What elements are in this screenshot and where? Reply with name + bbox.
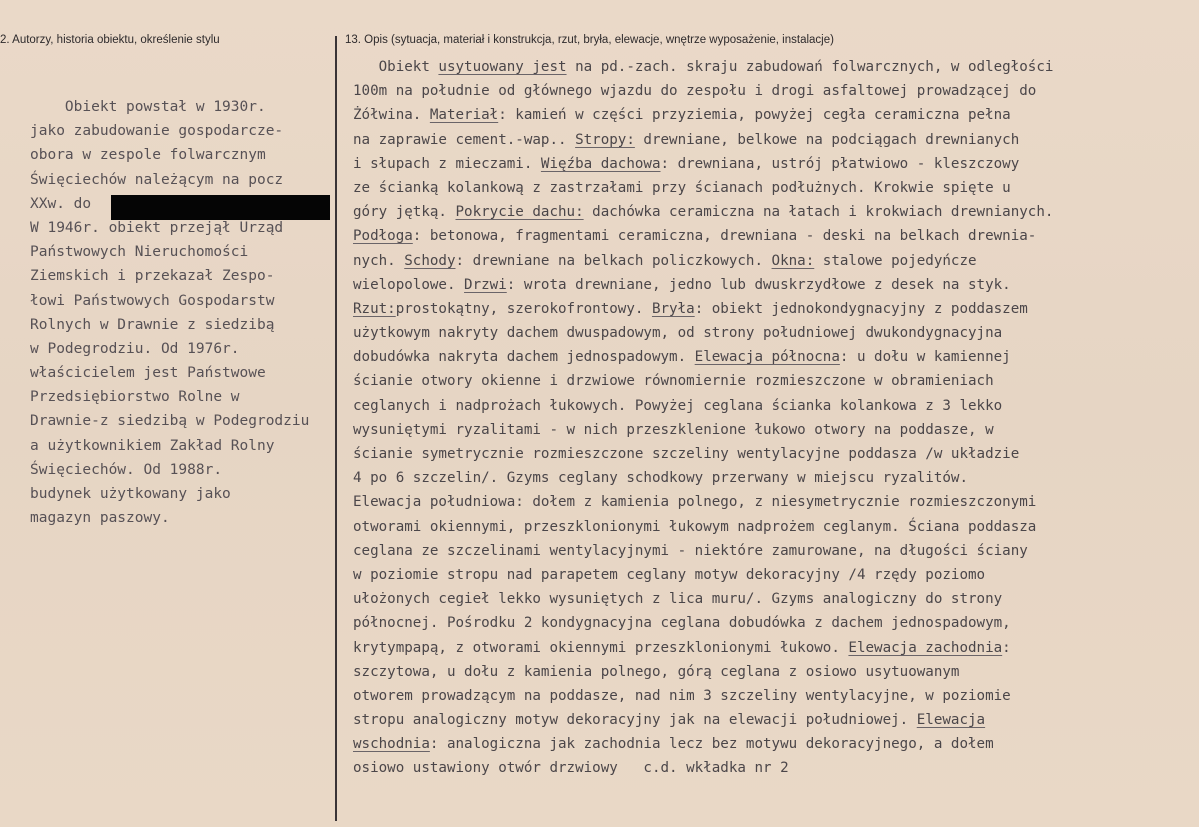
description-segment: i słupach z mieczami.	[353, 155, 541, 172]
description-segment: stropu analogiczny motyw dekoracyjny jak na elewacji południowej.	[353, 712, 917, 729]
history-line: Drawnie-z siedzibą w Podegrodziu	[30, 413, 310, 430]
description-line	[353, 442, 1193, 466]
description-line	[353, 369, 1193, 393]
description-line	[353, 79, 1193, 103]
description-line	[353, 55, 1193, 79]
description-segment: 100m na południe od głównego wjazdu do zespołu i drogi asfaltowej prowadzącej do	[353, 83, 1037, 100]
history-line: Święciechów należącym na pocz	[30, 171, 284, 188]
description-line	[353, 297, 1193, 321]
column-divider	[335, 36, 337, 821]
description-keyword: Schody	[404, 252, 456, 269]
description-segment: użytkowym nakryty dachem dwuspadowym, od strony południowej dwukondygnacyjna	[353, 325, 1003, 342]
description-segment: na pd.-zach. skraju zabudowań folwarcznych, w odległości	[566, 59, 1054, 75]
history-line: obora w zespole folwarcznym	[30, 147, 266, 164]
description-line	[353, 490, 1193, 514]
description-segment: ułożonych cegieł lekko wysuniętych z lica muru/. Gzyms analogiczny do strony	[353, 591, 1003, 608]
description-segment: nych.	[353, 252, 405, 269]
description-segment: : kamień w części przyziemia, powyżej cegła ceramiczna pełna	[498, 107, 1011, 124]
description-line	[353, 224, 1193, 248]
description-line	[353, 466, 1193, 490]
description-line	[353, 660, 1193, 684]
description-keyword: Więźba dachowa	[540, 155, 661, 172]
description-segment: szczytowa, u dołu z kamienia polnego, górą ceglana z osiowo usytuowanym	[353, 663, 960, 680]
description-segment: góry jętką.	[353, 204, 456, 221]
description-segment: dobudówka nakryta dachem jednospadowym.	[353, 349, 695, 366]
description-line	[353, 103, 1193, 127]
history-line: łowi Państwowych Gospodarstw	[30, 292, 275, 309]
description-segment: ścianie symetrycznie rozmieszczone szczeliny wentylacyjne poddasza /w układzie	[353, 446, 1020, 462]
history-line: właścicielem jest Państwowe	[30, 365, 266, 382]
description-segment: na zaprawie cement.-wap..	[353, 131, 576, 148]
description-segment: wielopolowe.	[353, 276, 465, 293]
redaction-bar	[111, 195, 330, 220]
description-segment: : wrota drewniane, jedno lub dwuskrzydłowe z desek na styk.	[506, 276, 1011, 293]
description-keyword: Pokrycie dachu:	[455, 204, 584, 221]
description-line	[353, 563, 1193, 587]
description-line	[353, 418, 1193, 442]
description-segment: w poziomie stropu nad parapetem ceglany motyw dekoracyjny /4 rzędy poziomo	[353, 566, 986, 583]
description-line	[353, 611, 1193, 635]
description-line	[353, 708, 1193, 732]
description-segment: Żółwina.	[353, 107, 430, 124]
history-line: Ziemskich i przekazał Zespo-	[30, 268, 275, 285]
description-line	[353, 587, 1193, 611]
description-line	[353, 394, 1193, 418]
description-line	[353, 732, 1193, 756]
description-line	[353, 200, 1193, 224]
description-keyword: usytuowany jest	[438, 59, 567, 75]
history-line: w Podegrodziu. Od 1976r.	[30, 340, 240, 357]
history-line: a użytkownikiem Zakład Rolny	[30, 437, 275, 454]
history-line: budynek użytkowany jako	[30, 486, 231, 502]
description-segment: ścianie otwory okienne i drzwiowe równomiernie rozmieszczone w obramieniach	[353, 373, 994, 390]
description-segment: północnej. Pośrodku 2 kondygnacyjna ceglana dobudówka z dachem jednospadowym,	[353, 615, 1011, 632]
description-segment: :	[1002, 639, 1011, 656]
description-text	[353, 55, 1193, 781]
description-line	[353, 515, 1193, 539]
description-segment: ceglanych i nadprożach łukowych. Powyżej ceglana ścianka kolankowa z 3 lekko	[353, 397, 1003, 414]
description-segment: : obiekt jednokondygnacyjny z poddaszem	[694, 300, 1028, 317]
description-keyword: wschodnia	[353, 736, 430, 753]
description-segment: krytympapą, z otworami okiennymi przeszklonionymi łukowo.	[353, 639, 849, 656]
history-line: jako zabudowanie gospodarcze-	[30, 123, 284, 140]
history-line: Obiekt powstał w 1930r.	[30, 99, 266, 115]
section-heading-authors-history: 2. Autorzy, historia obiektu, określenie stylu	[0, 34, 220, 46]
description-segment: : u dołu w kamiennej	[839, 349, 1011, 366]
description-segment: dachówka ceramiczna na łatach i krokwiach drewnianych.	[583, 204, 1054, 221]
description-keyword: Stropy:	[575, 131, 635, 148]
description-line	[353, 636, 1193, 660]
description-segment: ceglana ze szczelinami wentylacyjnymi - niektóre zamurowane, na długości ściany	[353, 542, 1028, 559]
description-keyword: Elewacja zachodnia	[848, 639, 1003, 656]
description-segment: stalowe pojedyńcze	[814, 252, 977, 269]
description-segment: : drewniana, ustrój płatwiowo - kleszczowy	[660, 155, 1020, 172]
description-line	[353, 128, 1193, 152]
description-keyword: Elewacja	[916, 712, 986, 729]
description-segment: prostokątny, szerokofrontowy.	[395, 300, 652, 317]
description-segment: : drewniane na belkach policzkowych.	[455, 252, 772, 269]
description-keyword: Rzut:	[353, 300, 396, 317]
description-keyword: Okna:	[771, 252, 815, 269]
description-segment: ze ścianką kolankową z zastrzałami przy ścianach podłużnych. Krokwie spięte u	[353, 179, 1011, 196]
description-line	[353, 345, 1193, 369]
description-segment: 4 po 6 szczelin/. Gzyms ceglany schodkowy przerwany w miejscu ryzalitów.	[353, 470, 968, 487]
description-line	[353, 321, 1193, 345]
description-segment: drewniane, belkowe na podciągach drewnianych	[634, 131, 1020, 148]
history-line: W 1946r. obiekt przejął Urząd	[30, 219, 284, 236]
description-keyword: Drzwi	[464, 276, 507, 293]
description-segment: : betonowa, fragmentami ceramiczna, drewniana - deski na belkach drewnia-	[412, 228, 1037, 245]
description-keyword: Elewacja północna	[694, 349, 840, 366]
description-segment: Elewacja południowa: dołem z kamienia polnego, z niesymetrycznie rozmieszczonymi	[353, 494, 1037, 511]
description-line	[353, 684, 1193, 708]
description-segment: osiowo ustawiony otwór drzwiowy c.d. wkładka nr 2	[353, 760, 789, 777]
description-line	[353, 539, 1193, 563]
description-segment: wysuniętymi ryzalitami - w nich przeszklenione łukowo otwory na poddasze, w	[353, 421, 994, 438]
description-keyword: Materiał	[429, 107, 499, 124]
history-text	[30, 95, 335, 530]
description-keyword: Bryła	[651, 300, 695, 317]
description-line	[353, 152, 1193, 176]
description-keyword: Podłoga	[353, 228, 413, 245]
description-segment: otworem prowadzącym na poddasze, nad nim 3 szczeliny wentylacyjne, w poziomie	[353, 687, 1011, 704]
history-line: XXw. do	[30, 195, 92, 212]
history-line: Rolnych w Drawnie z siedzibą	[30, 316, 275, 333]
history-line: Święciechów. Od 1988r.	[30, 461, 223, 478]
description-line	[353, 756, 1193, 780]
description-segment: : analogiczna jak zachodnia lecz bez motywu dekoracyjnego, a dołem	[429, 736, 994, 753]
description-line	[353, 249, 1193, 273]
section-heading-description: 13. Opis (sytuacja, materiał i konstrukcja, rzut, bryła, elewacje, wnętrze wyposażenie, instalacje)	[345, 34, 834, 46]
description-segment: Obiekt	[353, 59, 439, 75]
history-line: Państwowych Nieruchomości	[30, 244, 249, 261]
history-line: magazyn paszowy.	[30, 510, 170, 527]
description-line	[353, 176, 1193, 200]
history-line: Przedsiębiorstwo Rolne w	[30, 389, 240, 406]
description-segment: otworami okiennymi, przeszklonionymi łukowym nadprożem ceglanym. Ściana poddasza	[353, 518, 1037, 535]
description-line	[353, 273, 1193, 297]
